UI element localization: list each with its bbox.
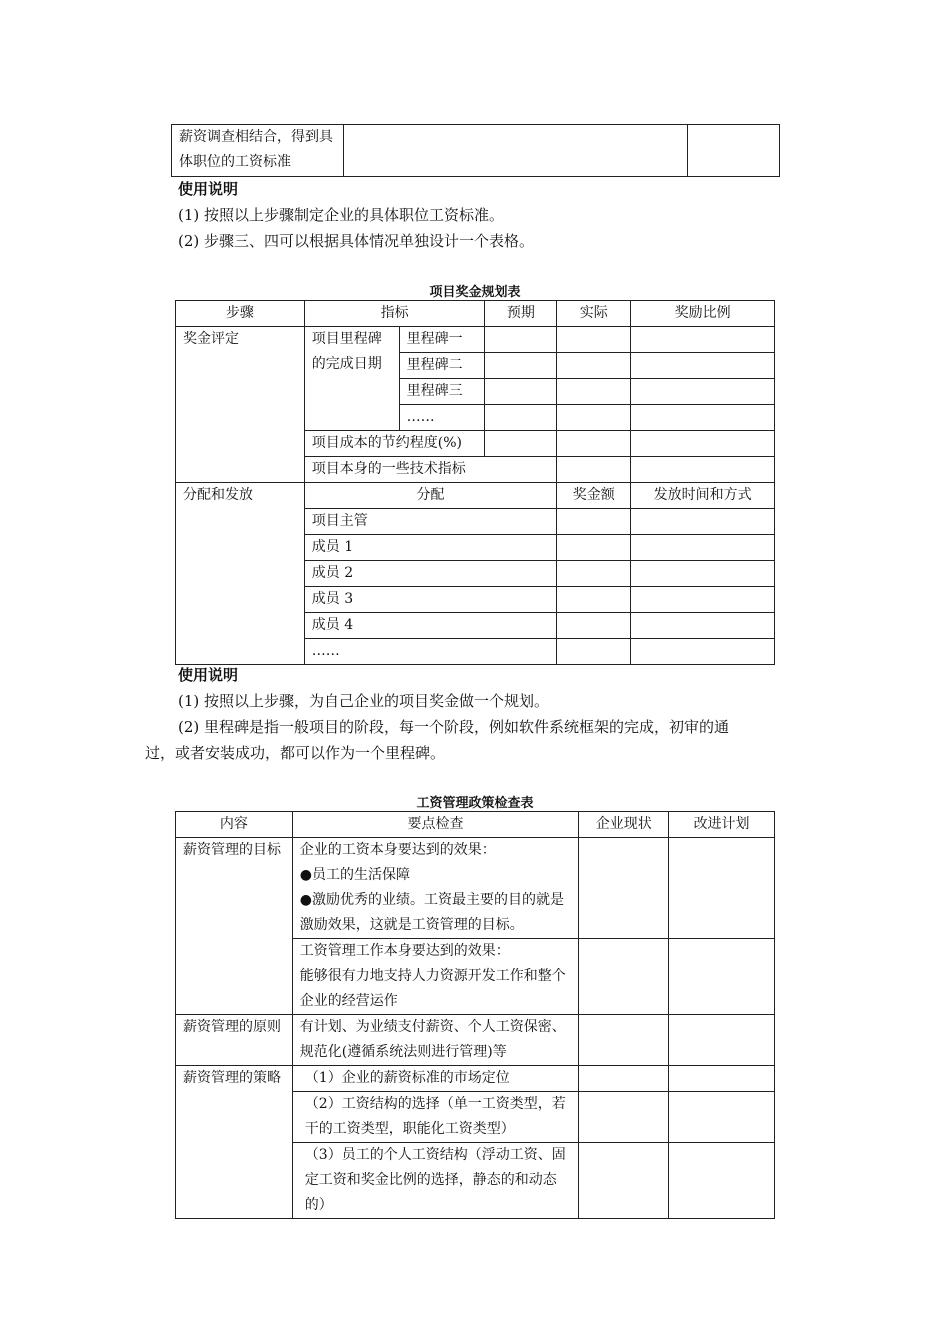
cell (557, 587, 631, 613)
milestone-group-label: 项目里程碑的完成日期 (304, 327, 399, 431)
cell (579, 1066, 669, 1092)
member-row-label: 成员 1 (304, 535, 557, 561)
strategy-item: （2）工资结构的选择（单一工资类型，若干的工资类型，职能化工资类型） (292, 1092, 578, 1143)
milestone-item: …… (399, 405, 485, 431)
goal-a-line: ●激励优秀的业绩。工资最主要的目的就是激励效果，这就是工资管理的目标。 (299, 892, 565, 933)
cell (557, 327, 631, 353)
milestone-item: 里程碑三 (399, 379, 485, 405)
cell (557, 535, 631, 561)
cell (631, 535, 775, 561)
cell (485, 431, 557, 457)
bonus-section-distribution: 分配和发放 (176, 483, 305, 665)
cell (485, 353, 557, 379)
bonus-table-title: 项目奖金规划表 (429, 285, 521, 300)
cell (631, 613, 775, 639)
cell (631, 431, 775, 457)
principle-text: 有计划、为业绩支付薪资、个人工资保密、规范化(遵循系统法则进行管理)等 (292, 1015, 578, 1066)
goal-a-line: 企业的工资本身要达到的效果： (299, 842, 496, 858)
cell (631, 561, 775, 587)
usage-heading-1: 使用说明 (178, 180, 239, 198)
cell (669, 939, 775, 1015)
usage2-item-2-line2: 过，或者安装成功，都可以作为一个里程碑。 (145, 744, 446, 762)
bonus-table (175, 300, 775, 665)
policy-header-checkpoints: 要点检查 (292, 812, 578, 838)
cell (579, 838, 669, 939)
goal-b-line: 工资管理工作本身要达到的效果： (299, 943, 510, 959)
cell (579, 1143, 669, 1219)
tech-indicators-label: 项目本身的一些技术指标 (304, 457, 557, 483)
dist-header-time: 发放时间和方式 (631, 483, 775, 509)
cell (669, 1015, 775, 1066)
dist-header-amount: 奖金额 (557, 483, 631, 509)
strategy-item: （1）企业的薪资标准的市场定位 (292, 1066, 578, 1092)
cell (631, 457, 775, 483)
cell (485, 327, 557, 353)
usage-heading-2: 使用说明 (178, 666, 239, 684)
policy-header-status: 企业现状 (579, 812, 669, 838)
bonus-section-evaluation: 奖金评定 (176, 327, 305, 483)
member-row-label: 项目主管 (304, 509, 557, 535)
usage1-item-2: (2) 步骤三、四可以根据具体情况单独设计一个表格。 (178, 232, 535, 250)
top-table (171, 124, 780, 177)
cost-saving-label: 项目成本的节约程度(%) (304, 431, 485, 457)
strategy-item: （3）员工的个人工资结构（浮动工资、固定工资和奖金比例的选择，静态的和动态的） (292, 1143, 578, 1219)
cell (669, 1066, 775, 1092)
cell (631, 405, 775, 431)
cell (669, 1143, 775, 1219)
usage2-item-1: (1) 按照以上步骤，为自己企业的项目奖金做一个规划。 (178, 692, 550, 710)
cell (669, 838, 775, 939)
bonus-header-actual: 实际 (557, 301, 631, 327)
cell (631, 509, 775, 535)
policy-table (175, 811, 775, 1219)
goal-points-a (292, 838, 578, 939)
bonus-header-ratio: 奖励比例 (631, 301, 775, 327)
dist-header-allocation: 分配 (304, 483, 557, 509)
cell (557, 353, 631, 379)
cell (557, 431, 631, 457)
milestone-item: 里程碑一 (399, 327, 485, 353)
cell (557, 613, 631, 639)
cell (631, 379, 775, 405)
cell (557, 405, 631, 431)
member-row-label: 成员 4 (304, 613, 557, 639)
cell (631, 327, 775, 353)
member-row-label: 成员 2 (304, 561, 557, 587)
cell (631, 639, 775, 665)
usage1-item-1: (1) 按照以上步骤制定企业的具体职位工资标准。 (178, 206, 505, 224)
strategy-label: 薪资管理的策略 (176, 1066, 293, 1219)
member-row-label: …… (304, 639, 557, 665)
cell (579, 1015, 669, 1066)
goal-points-b (292, 939, 578, 1015)
cell (579, 939, 669, 1015)
bonus-header-expected: 预期 (485, 301, 557, 327)
milestone-item: 里程碑二 (399, 353, 485, 379)
top-table-cell-step: 薪资调查相结合，得到具体职位的工资标准 (172, 125, 344, 177)
cell (669, 1092, 775, 1143)
top-table-cell-right (687, 125, 779, 177)
cell (557, 457, 631, 483)
usage2-item-2-line1: (2) 里程碑是指一般项目的阶段，每一个阶段，例如软件系统框架的完成，初审的通 (178, 718, 730, 736)
cell (631, 587, 775, 613)
policy-header-plan: 改进计划 (669, 812, 775, 838)
cell (557, 639, 631, 665)
cell (557, 561, 631, 587)
bonus-header-indicator: 指标 (304, 301, 485, 327)
cell (485, 405, 557, 431)
cell (557, 509, 631, 535)
principle-label: 薪资管理的原则 (176, 1015, 293, 1066)
cell (485, 379, 557, 405)
policy-table-title: 工资管理政策检查表 (416, 796, 534, 811)
cell (557, 379, 631, 405)
cell (631, 353, 775, 379)
top-table-cell-mid (343, 125, 687, 177)
goal-a-line: ●员工的生活保障 (299, 867, 411, 883)
bonus-header-step: 步骤 (176, 301, 305, 327)
goal-label: 薪资管理的目标 (176, 838, 293, 1015)
goal-b-line: 能够很有力地支持人力资源开发工作和整个企业的经营运作 (299, 968, 566, 1009)
policy-header-content: 内容 (176, 812, 293, 838)
member-row-label: 成员 3 (304, 587, 557, 613)
cell (579, 1092, 669, 1143)
